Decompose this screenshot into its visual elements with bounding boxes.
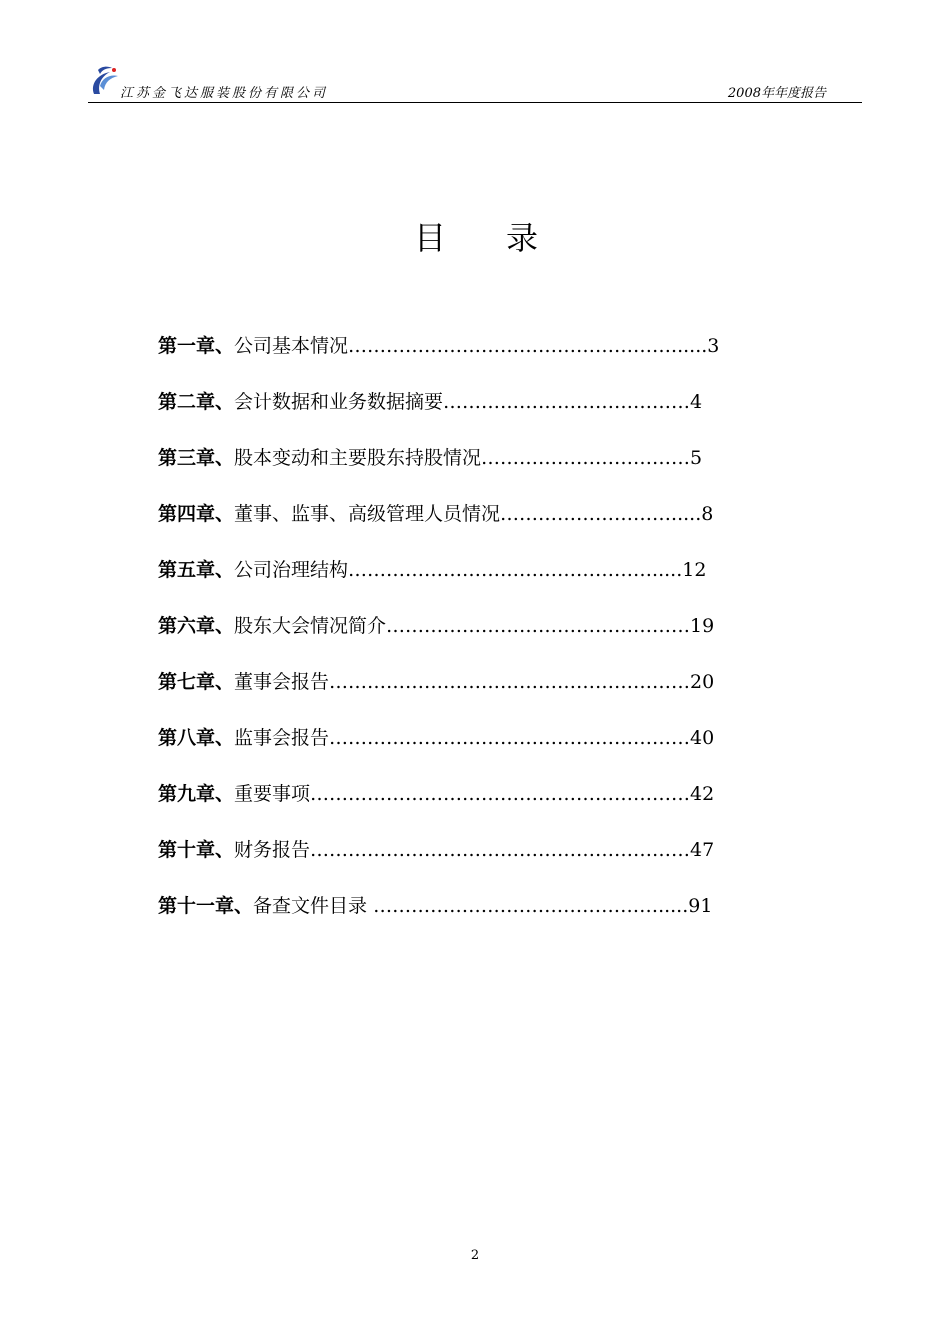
toc-page: 47 bbox=[690, 839, 715, 861]
toc-entry[interactable] bbox=[158, 554, 818, 610]
toc-page: 91 bbox=[688, 895, 713, 917]
toc-title: 股东大会情况简介 bbox=[234, 615, 387, 637]
toc-entry[interactable] bbox=[158, 890, 818, 946]
company-name: 江苏金飞达服装股份有限公司 bbox=[120, 86, 329, 101]
toc-entry[interactable] bbox=[158, 442, 818, 498]
toc-chapter: 第七章、 bbox=[158, 671, 235, 693]
toc-page: 12 bbox=[682, 559, 707, 581]
title-char-2: 录 bbox=[506, 219, 539, 257]
toc-page: 19 bbox=[690, 615, 715, 637]
toc-chapter: 第四章、 bbox=[158, 503, 235, 525]
toc-title: 董事、监事、高级管理人员情况 bbox=[234, 503, 501, 525]
toc-entry[interactable] bbox=[158, 666, 818, 722]
toc-title: 备查文件目录 bbox=[253, 895, 374, 917]
toc-title: 董事会报告 bbox=[234, 671, 330, 693]
toc-title: 会计数据和业务数据摘要 bbox=[234, 391, 444, 413]
toc-chapter: 第八章、 bbox=[158, 727, 235, 749]
toc-chapter: 第五章、 bbox=[158, 559, 235, 581]
toc-entry[interactable] bbox=[158, 722, 818, 778]
report-year: 2008年年度报告 bbox=[727, 86, 826, 101]
toc-page: 3 bbox=[707, 335, 720, 357]
toc-page: 5 bbox=[690, 447, 703, 469]
toc-chapter: 第十一章、 bbox=[158, 895, 254, 917]
toc-chapter: 第六章、 bbox=[158, 615, 235, 637]
toc-title: 股本变动和主要股东持股情况 bbox=[234, 447, 482, 469]
toc-chapter: 第十章、 bbox=[158, 839, 235, 861]
bird-swoosh-icon bbox=[88, 64, 122, 100]
toc-page: 20 bbox=[690, 671, 715, 693]
toc-leader: ………………………………………………… bbox=[329, 671, 691, 693]
toc-leader: …………………………………………………… bbox=[310, 839, 691, 861]
toc-entry[interactable] bbox=[158, 498, 818, 554]
toc-leader: ………………………..... bbox=[500, 503, 702, 525]
toc-entry[interactable] bbox=[158, 386, 818, 442]
toc-leader: ………………………………………..... bbox=[373, 895, 689, 917]
toc-title: 监事会报告 bbox=[234, 727, 330, 749]
toc-title: 重要事项 bbox=[234, 783, 311, 805]
toc-chapter: 第二章、 bbox=[158, 391, 235, 413]
page-header bbox=[88, 62, 862, 103]
toc-chapter: 第九章、 bbox=[158, 783, 235, 805]
toc-title: 公司基本情况 bbox=[234, 335, 349, 357]
page-title bbox=[0, 213, 950, 259]
toc-chapter: 第三章、 bbox=[158, 447, 235, 469]
toc-entry[interactable] bbox=[158, 778, 818, 834]
toc-entry[interactable] bbox=[158, 610, 818, 666]
toc-leader: ………………………………… bbox=[443, 391, 691, 413]
toc-entry[interactable] bbox=[158, 834, 818, 890]
table-of-contents bbox=[158, 330, 818, 946]
toc-title: 公司治理结构 bbox=[234, 559, 349, 581]
toc-leader: ………………………………………… bbox=[386, 615, 691, 637]
toc-leader: …………………………………………..... bbox=[348, 559, 683, 581]
toc-leader: ……………………………………………...... bbox=[348, 335, 708, 357]
toc-leader: …………………………………………………… bbox=[310, 783, 691, 805]
toc-page: 42 bbox=[690, 783, 715, 805]
toc-page: 4 bbox=[690, 391, 703, 413]
toc-chapter: 第一章、 bbox=[158, 335, 235, 357]
title-char-1: 目 bbox=[414, 219, 447, 257]
toc-title: 财务报告 bbox=[234, 839, 311, 861]
toc-leader: ………………………………………………… bbox=[329, 727, 691, 749]
toc-leader: …………………………… bbox=[481, 447, 691, 469]
toc-entry[interactable] bbox=[158, 330, 818, 386]
page-number: 2 bbox=[470, 1248, 480, 1263]
toc-page: 40 bbox=[690, 727, 715, 749]
toc-page: 8 bbox=[701, 503, 714, 525]
